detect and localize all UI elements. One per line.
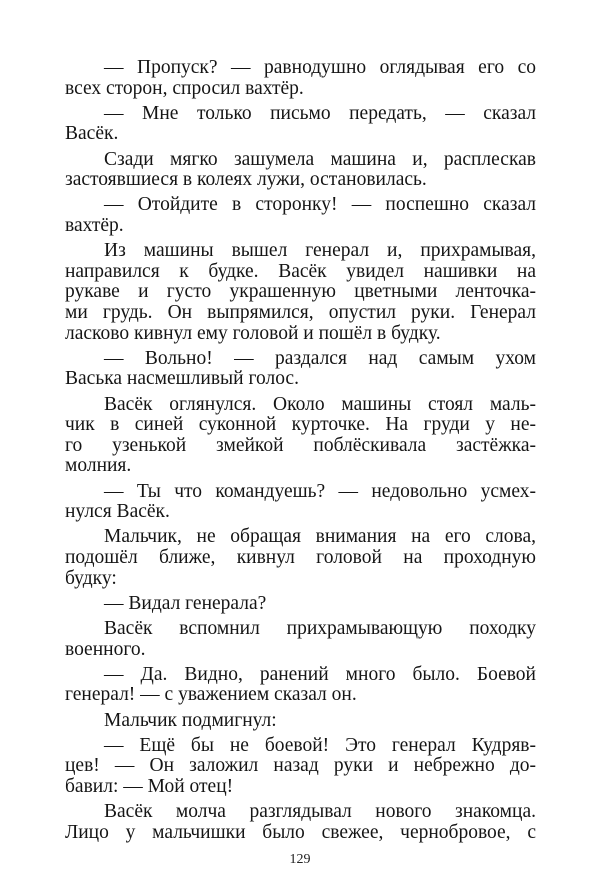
text-line: застоявшиеся в колеях лужи, остановилась. — [65, 169, 427, 191]
text-line: — Видал генерала? — [104, 592, 267, 614]
text-line: Мальчик подмигнул: — [104, 709, 277, 731]
text-line: ми грудь. Он выпрямился, опустил руки. Генерал — [65, 302, 536, 323]
text-line: Васёк вспомнил прихрамывающую походку — [104, 618, 536, 639]
text-line: Из машины вышел генерал и, прихрамывая, — [104, 240, 536, 262]
text-line: Васёк молча разглядывал нового знакомца. — [104, 801, 536, 823]
text-line: — Ты что командуешь? — недовольно усмех- — [104, 480, 536, 502]
text-line: направился к будке. Васёк увидел нашивки на — [65, 260, 536, 282]
text-line: нулся Васёк. — [65, 501, 170, 523]
text-line: ласково кивнул ему головой и пошёл в будку. — [65, 322, 441, 344]
text-line: всех сторон, спросил вахтёр. — [65, 77, 304, 99]
text-line: Мальчик, не обращая внимания на его слова, — [104, 526, 536, 548]
text-line: Васёк. — [65, 123, 119, 145]
text-line: бавил: — Мой отец! — [65, 776, 234, 797]
text-line: — Мне только письмо передать, — сказал — [104, 102, 536, 124]
text-line: Васька насмешливый голос. — [65, 368, 299, 390]
text-line: генерал! — с уважением сказал он. — [65, 684, 357, 706]
text-line: цев! — Он заложил назад руки и небрежно до- — [65, 755, 536, 777]
text-line: рукаве и густо украшенную цветными ленточка- — [65, 281, 536, 303]
text-line: Васёк оглянулся. Около машины стоял маль- — [104, 393, 536, 415]
text-line: чик в синей суконной курточке. На груди у не- — [65, 414, 536, 436]
text-line: молния. — [65, 455, 132, 477]
text-line: вахтёр. — [65, 215, 124, 236]
text-line: Лицо у мальчишки было свежее, чернобровое, с — [65, 821, 536, 843]
text-line: Сзади мягко зашумела машина и, расплескав — [104, 148, 536, 170]
text-line: — Вольно! — раздался над самым ухом — [104, 347, 536, 369]
text-line: го узенькой змейкой поблёскивала застёжка- — [65, 434, 536, 456]
text-line: будку: — [65, 567, 117, 589]
text-line: подошёл ближе, кивнул головой на проходную — [65, 547, 536, 568]
text-line: военного. — [65, 638, 146, 660]
text-line: — Отойдите в сторонку! — поспешно сказал — [104, 194, 536, 216]
text-line: — Пропуск? — равнодушно оглядывая его со — [104, 57, 536, 78]
page-number: 129 — [289, 852, 311, 867]
text-line: — Ещё бы не боевой! Это генерал Кудряв- — [104, 734, 536, 756]
text-line: — Да. Видно, ранений много было. Боевой — [104, 663, 536, 685]
